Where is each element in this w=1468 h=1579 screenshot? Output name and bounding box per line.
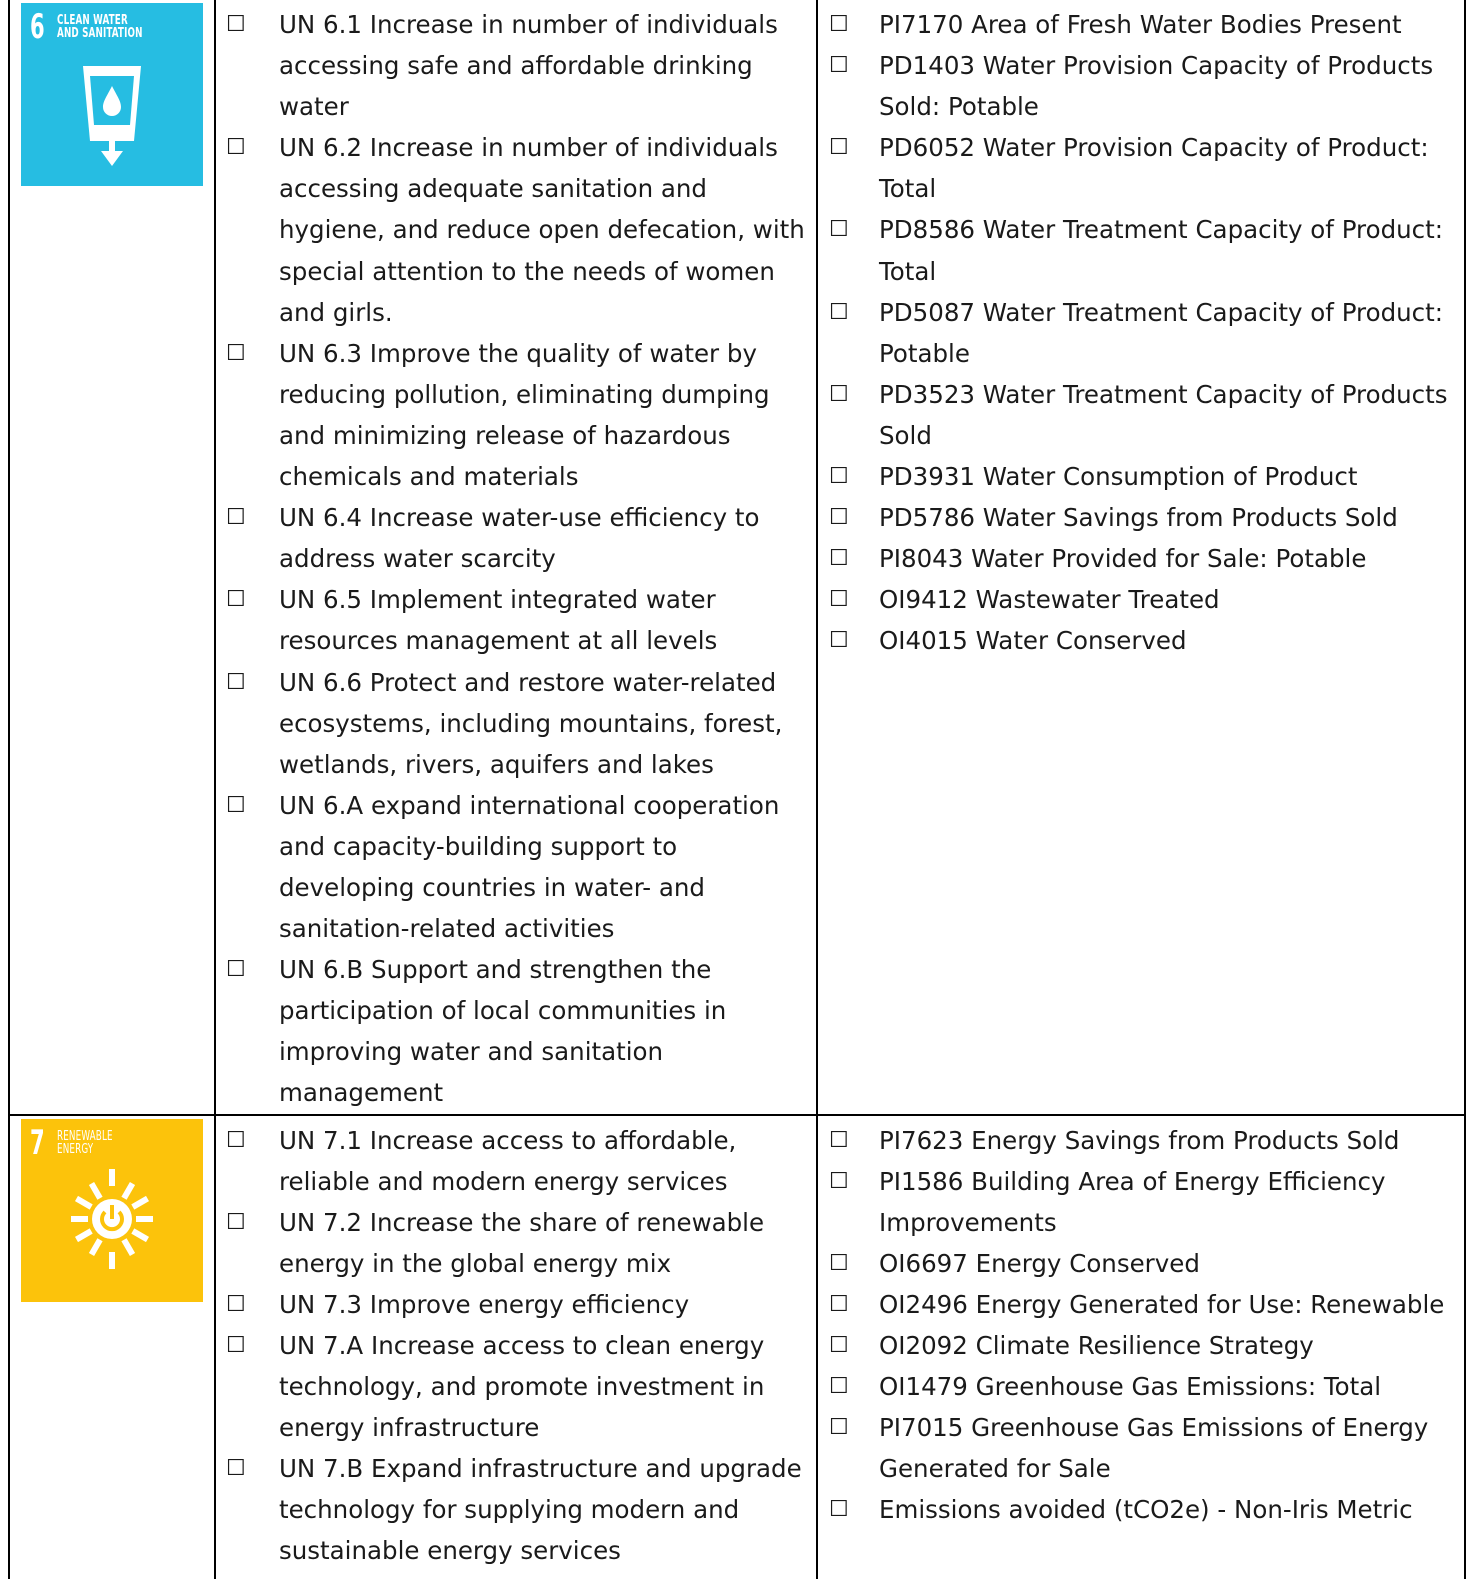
target-item[interactable]: ☐ UN 7.A Increase access to clean energy technology, and promote investment in energy infrastructure xyxy=(216,1325,816,1448)
metrics-list xyxy=(818,1120,1464,1531)
checkbox-icon[interactable]: ☐ xyxy=(829,1168,849,1194)
checkbox-icon[interactable]: ☐ xyxy=(829,587,849,613)
metric-item[interactable]: ☐ PD3931 Water Consumption of Product xyxy=(818,456,1464,497)
goal-title: CLEAN WATER AND SANITATION xyxy=(57,13,143,41)
checkbox-icon[interactable]: ☐ xyxy=(226,957,246,983)
target-item[interactable]: ☐ UN 6.2 Increase in number of individuals accessing adequate sanitation and hygiene, and reduce open defecation, with special attention to the needs of women and girls. xyxy=(216,127,816,332)
targets-cell xyxy=(215,1115,817,1579)
target-item[interactable]: ☐ UN 7.B Expand infrastructure and upgrade technology for supplying modern and sustainable energy services xyxy=(216,1448,816,1571)
metric-item[interactable]: ☐ OI1479 Greenhouse Gas Emissions: Total xyxy=(818,1366,1464,1407)
checkbox-icon[interactable]: ☐ xyxy=(829,628,849,654)
sun-power-icon xyxy=(21,1119,203,1302)
target-item[interactable]: ☐ UN 6.5 Implement integrated water resources management at all levels xyxy=(216,579,816,661)
target-item[interactable]: ☐ UN 7.3 Improve energy efficiency xyxy=(216,1284,816,1325)
goal-title: RENEWABLE ENERGY xyxy=(57,1128,113,1157)
metric-item[interactable]: ☐ OI4015 Water Conserved xyxy=(818,620,1464,661)
checkbox-icon[interactable]: ☐ xyxy=(226,1127,246,1153)
metrics-cell xyxy=(817,1115,1465,1579)
goal-icon-cell xyxy=(9,1115,215,1579)
checkbox-icon[interactable]: ☐ xyxy=(226,135,246,161)
checkbox-icon[interactable]: ☐ xyxy=(829,546,849,572)
target-item[interactable]: ☐ UN 6.B Support and strengthen the participation of local communities in improving water and sanitation management xyxy=(216,949,816,1113)
goal-number: 6 xyxy=(30,7,45,47)
checkbox-icon[interactable]: ☐ xyxy=(829,1415,849,1441)
metric-item[interactable]: ☐ PD6052 Water Provision Capacity of Product: Total xyxy=(818,127,1464,209)
checkbox-icon[interactable]: ☐ xyxy=(829,135,849,161)
checkbox-icon[interactable]: ☐ xyxy=(226,1456,246,1482)
water-glass-icon xyxy=(21,3,203,186)
checkbox-icon[interactable]: ☐ xyxy=(226,505,246,531)
sdg-7-tile xyxy=(21,1119,203,1302)
target-item[interactable]: ☐ UN 6.A expand international cooperation and capacity-building support to developing countries in water- and sanitation-related activities xyxy=(216,785,816,949)
checkbox-icon[interactable]: ☐ xyxy=(226,1291,246,1317)
targets-list xyxy=(216,4,816,1114)
metric-item[interactable]: ☐ PI7623 Energy Savings from Products Sold xyxy=(818,1120,1464,1161)
checkbox-icon[interactable]: ☐ xyxy=(829,1374,849,1400)
checkbox-icon[interactable]: ☐ xyxy=(226,587,246,613)
metrics-list xyxy=(818,4,1464,662)
checkbox-icon[interactable]: ☐ xyxy=(226,1209,246,1235)
checkbox-icon[interactable]: ☐ xyxy=(829,53,849,79)
metrics-cell xyxy=(817,0,1465,1115)
target-item[interactable]: ☐ UN 7.1 Increase access to affordable, reliable and modern energy services xyxy=(216,1120,816,1202)
target-item[interactable]: ☐ UN 6.1 Increase in number of individuals accessing safe and affordable drinking water xyxy=(216,4,816,127)
target-item[interactable]: ☐ UN 6.4 Increase water-use efficiency to address water scarcity xyxy=(216,497,816,579)
checkbox-icon[interactable]: ☐ xyxy=(829,1250,849,1276)
sdg-table xyxy=(8,0,1466,1579)
metric-item[interactable]: ☐ PI1586 Building Area of Energy Efficiency Improvements xyxy=(818,1161,1464,1243)
target-item[interactable]: ☐ UN 7.2 Increase the share of renewable energy in the global energy mix xyxy=(216,1202,816,1284)
goal-icon-cell xyxy=(9,0,215,1115)
target-item[interactable]: ☐ UN 6.6 Protect and restore water-related ecosystems, including mountains, forest, wetlands, rivers, aquifers and lakes xyxy=(216,662,816,785)
targets-cell xyxy=(215,0,817,1115)
metric-item[interactable]: ☐ PI8043 Water Provided for Sale: Potable xyxy=(818,538,1464,579)
checkbox-icon[interactable]: ☐ xyxy=(829,1497,849,1523)
checkbox-icon[interactable]: ☐ xyxy=(226,669,246,695)
checkbox-icon[interactable]: ☐ xyxy=(829,464,849,490)
targets-list xyxy=(216,1120,816,1572)
checkbox-icon[interactable]: ☐ xyxy=(829,1333,849,1358)
goal-row-6 xyxy=(9,0,1465,1115)
goal-number: 7 xyxy=(30,1122,45,1163)
metric-item[interactable]: ☐ PI7015 Greenhouse Gas Emissions of Energy Generated for Sale xyxy=(818,1407,1464,1489)
metric-item[interactable]: ☐ PD5087 Water Treatment Capacity of Product: Potable xyxy=(818,292,1464,374)
checkbox-icon[interactable]: ☐ xyxy=(829,299,849,325)
checkbox-icon[interactable]: ☐ xyxy=(829,217,849,243)
checkbox-icon[interactable]: ☐ xyxy=(829,1291,849,1317)
checkbox-icon[interactable]: ☐ xyxy=(226,1333,246,1358)
metric-item[interactable]: ☐ OI2496 Energy Generated for Use: Renewable xyxy=(818,1284,1464,1325)
checkbox-icon[interactable]: ☐ xyxy=(226,12,246,37)
sdg-6-tile xyxy=(21,3,203,186)
checkbox-icon[interactable]: ☐ xyxy=(226,792,246,818)
metric-item[interactable]: ☐ Emissions avoided (tCO2e) - Non-Iris Metric xyxy=(818,1489,1464,1530)
checkbox-icon[interactable]: ☐ xyxy=(829,1127,849,1153)
checkbox-icon[interactable]: ☐ xyxy=(829,381,849,407)
metric-item[interactable]: ☐ PD5786 Water Savings from Products Sold xyxy=(818,497,1464,538)
target-item[interactable]: ☐ UN 6.3 Improve the quality of water by reducing pollution, eliminating dumping and minimizing release of hazardous chemicals and materials xyxy=(216,333,816,497)
checkbox-icon[interactable]: ☐ xyxy=(829,505,849,531)
metric-item[interactable]: ☐ OI6697 Energy Conserved xyxy=(818,1243,1464,1284)
metric-item[interactable]: ☐ PD3523 Water Treatment Capacity of Products Sold xyxy=(818,374,1464,456)
checkbox-icon[interactable]: ☐ xyxy=(829,12,849,37)
metric-item[interactable]: ☐ PI7170 Area of Fresh Water Bodies Present xyxy=(818,4,1464,45)
metric-item[interactable]: ☐ PD1403 Water Provision Capacity of Products Sold: Potable xyxy=(818,45,1464,127)
checkbox-icon[interactable]: ☐ xyxy=(226,340,246,366)
metric-item[interactable]: ☐ OI9412 Wastewater Treated xyxy=(818,579,1464,620)
metric-item[interactable]: ☐ OI2092 Climate Resilience Strategy xyxy=(818,1325,1464,1366)
goal-row-7 xyxy=(9,1115,1465,1579)
metric-item[interactable]: ☐ PD8586 Water Treatment Capacity of Product: Total xyxy=(818,209,1464,291)
